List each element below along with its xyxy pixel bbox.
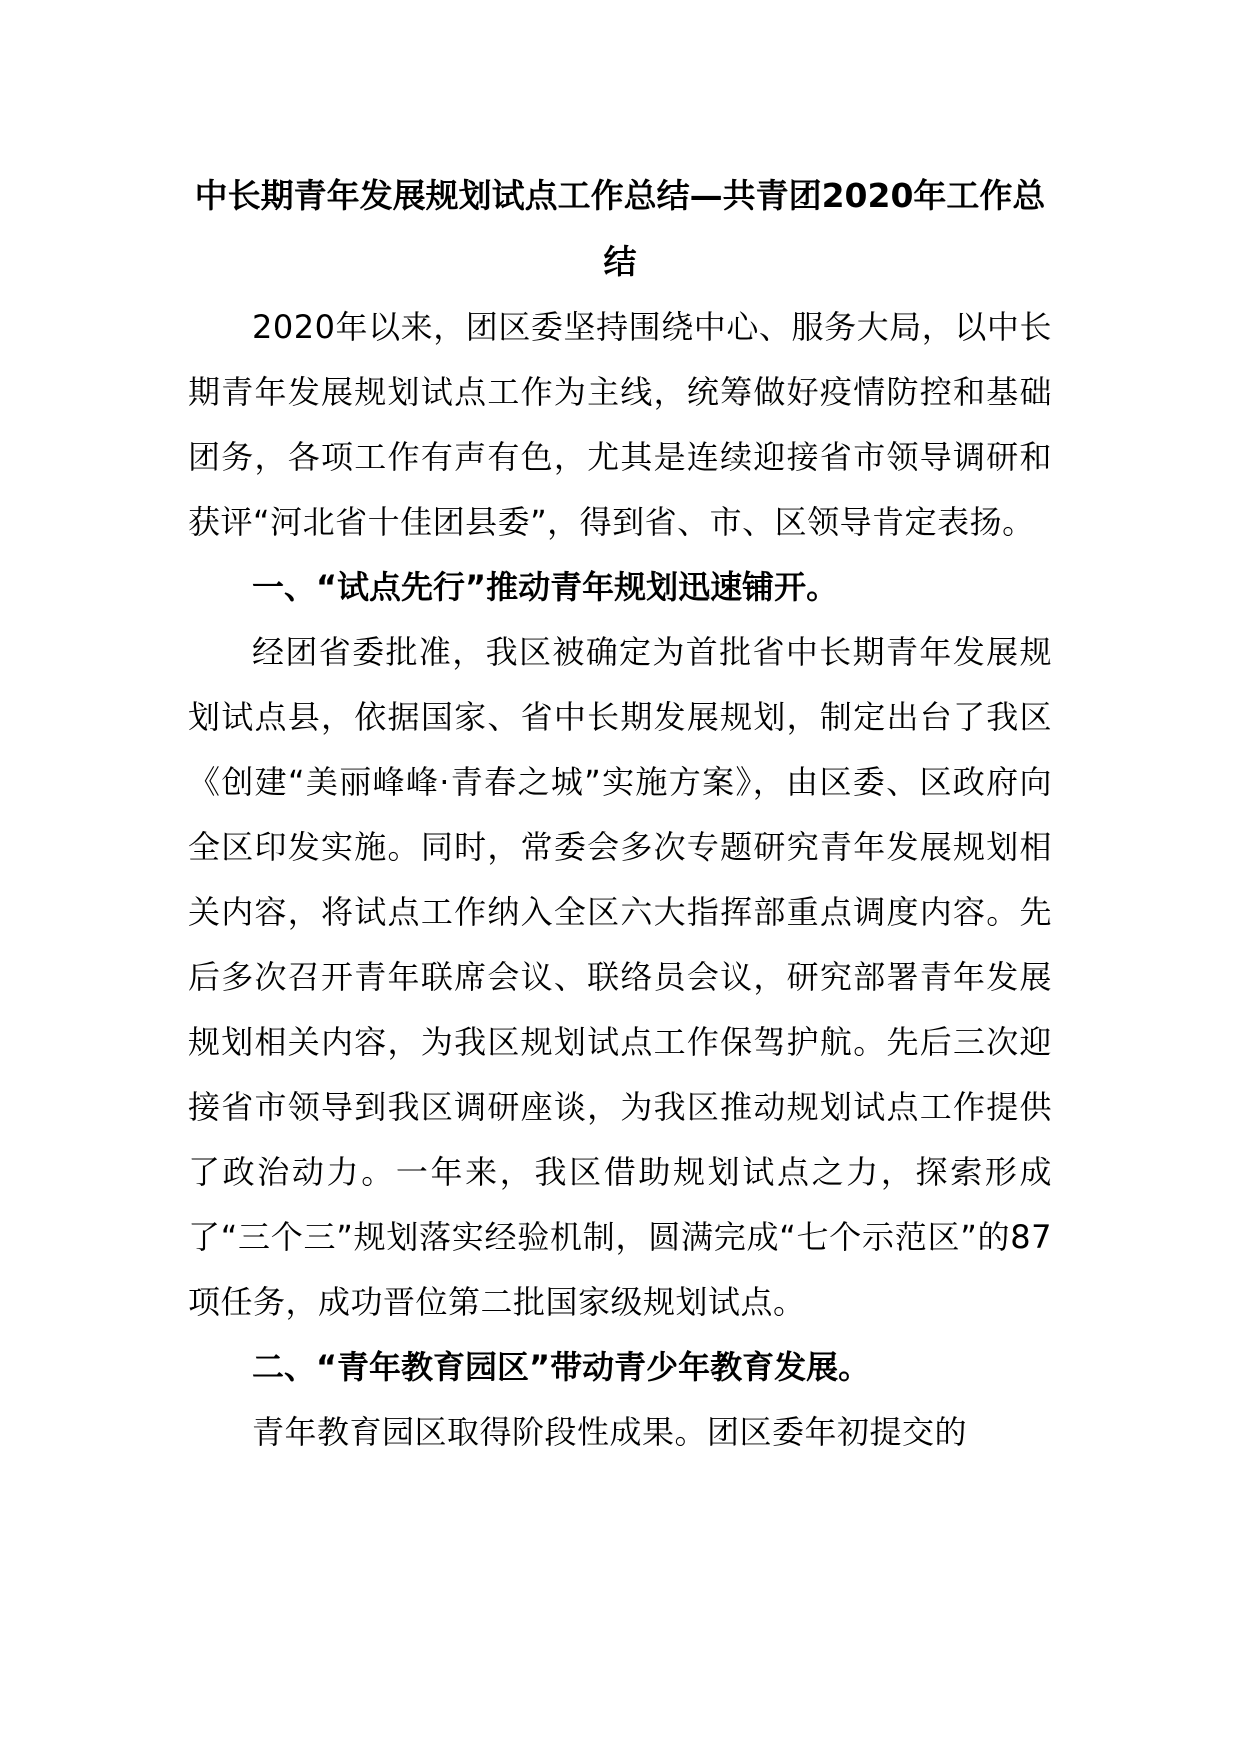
document-title: 中长期青年发展规划试点工作总结—共青团2020年工作总结: [194, 176, 1046, 281]
section-2-heading: 二、“青年教育园区”带动青少年教育发展。: [252, 1348, 871, 1386]
document-page: [188, 163, 1052, 1465]
section-1-heading: 一、“试点先行”推动青年规划迅速铺开。: [252, 568, 839, 606]
section-2-body: 青年教育园区取得阶段性成果。团区委年初提交的: [252, 1413, 968, 1451]
section-1-body: 经团省委批准，我区被确定为首批省中长期青年发展规划试点县，依据国家、省中长期发展规划，制定出台了我区《创建“美丽峰峰·青春之城”实施方案》，由区委、区政府向全区印发实施。同时，常委会多次专题研究青年发展规划相关内容，将试点工作纳入全区六大指挥部重点调度内容。先后多次召开青年联席会议、联络员会议，研究部署青年发展规划相关内容，为我区规划试点工作保驾护航。先后三次迎接省市领导到我区调研座谈，为我区推动规划试点工作提供了政治动力。一年来，我区借助规划试点之力，探索形成了“三个三”规划落实经验机制，圆满完成“七个示范区”的87项任务，成功晋位第二批国家级规划试点。: [188, 633, 1052, 1321]
intro-paragraph: 2020年以来，团区委坚持围绕中心、服务大局，以中长期青年发展规划试点工作为主线，统筹做好疫情防控和基础团务，各项工作有声有色，尤其是连续迎接省市领导调研和获评“河北省十佳团县委”，得到省、市、区领导肯定表扬。: [188, 308, 1052, 541]
